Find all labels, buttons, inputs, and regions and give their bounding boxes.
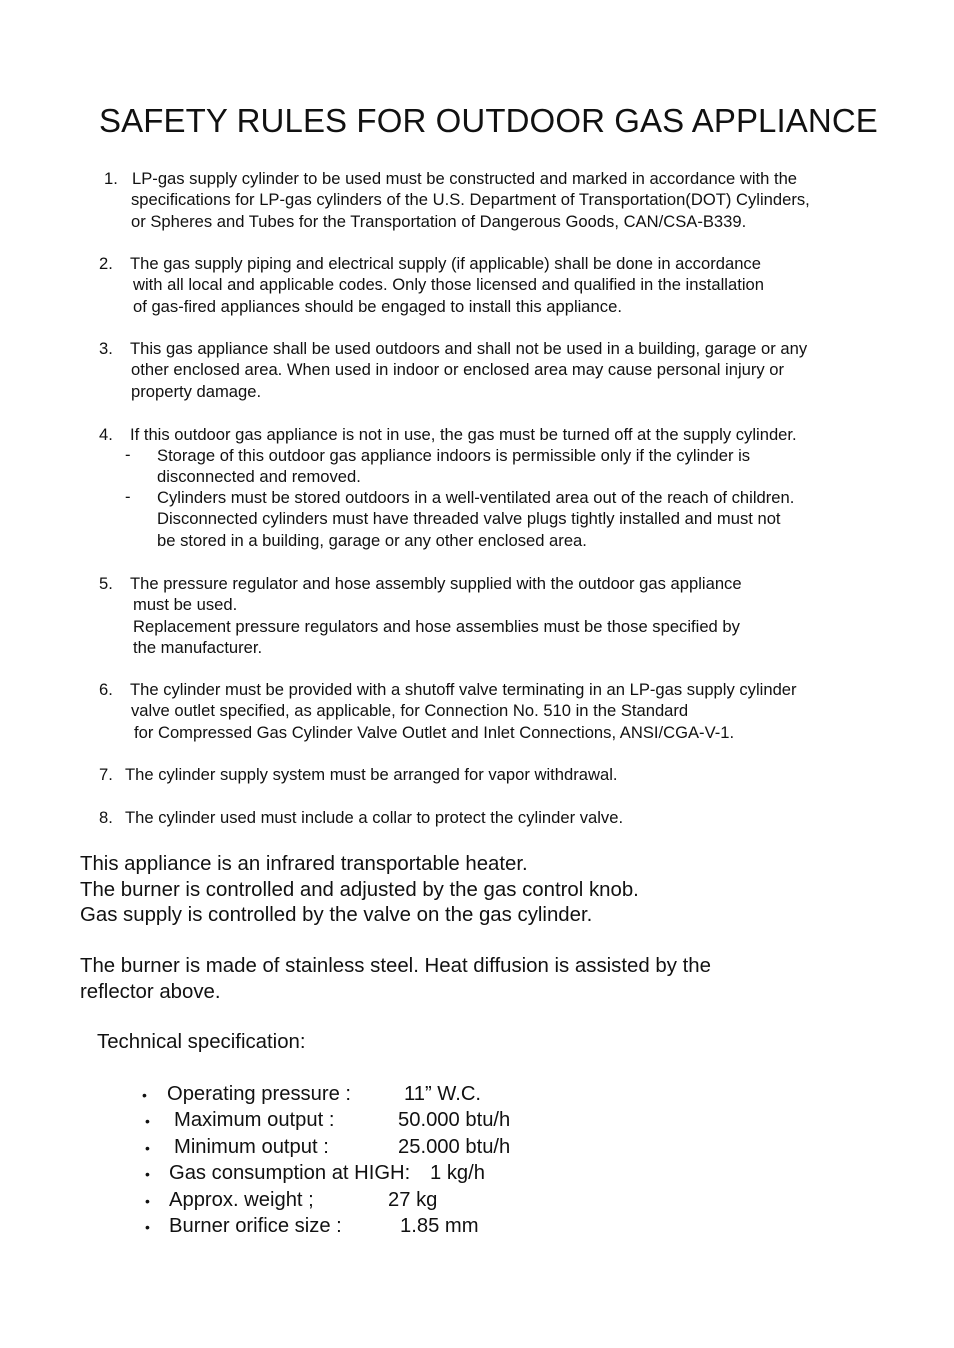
- sub-item-2: [157, 487, 794, 551]
- spec-value: 11” W.C.: [404, 1083, 482, 1105]
- rule-item-1: [104, 168, 810, 232]
- rule-item-8: [99, 807, 623, 828]
- rule-item-7: [99, 764, 618, 785]
- spec-value: 1.85 mm: [400, 1215, 479, 1237]
- rule-item-6: [99, 679, 797, 743]
- rule-number: 4.: [99, 425, 113, 444]
- rule-text-line: the manufacturer.: [133, 638, 263, 658]
- description-line: Gas supply is controlled by the valve on the gas cylinder.: [80, 904, 593, 927]
- spec-label: Operating pressure :: [167, 1083, 352, 1105]
- rule-text-line: or Spheres and Tubes for the Transportation of Dangerous Goods, CAN/CSA-B339.: [131, 211, 747, 231]
- rule-text-line: LP-gas supply cylinder to be used must be constructed and marked in accordance with the: [132, 169, 798, 188]
- rule-text-line: with all local and applicable codes. Only those licensed and qualified in the installation: [133, 275, 764, 295]
- sub-item-text-line: Storage of this outdoor gas appliance indoors is permissible only if the cylinder is: [157, 446, 751, 465]
- rule-text-line: This gas appliance shall be used outdoors and shall not be used in a building, garage or any: [130, 339, 808, 358]
- sub-item-marker: -: [125, 445, 131, 464]
- rule-number: 1.: [104, 169, 118, 188]
- rule-item-2: [99, 253, 764, 317]
- rule-number: 2.: [99, 254, 113, 273]
- rule-text-line: Replacement pressure regulators and hose assemblies must be those specified by: [133, 616, 740, 636]
- spec-label: Burner orifice size :: [169, 1215, 342, 1237]
- spec-label: Approx. weight ;: [169, 1189, 314, 1211]
- sub-item-text-line: be stored in a building, garage or any other enclosed area.: [157, 530, 587, 550]
- description-paragraph: [80, 852, 639, 929]
- rule-text-line: The cylinder supply system must be arranged for vapor withdrawal.: [125, 765, 618, 784]
- burner-note-line: reflector above.: [80, 980, 221, 1003]
- rule-text-line: other enclosed area. When used in indoor or enclosed area may cause personal injury or: [131, 360, 785, 380]
- spec-value: 27 kg: [388, 1189, 438, 1211]
- description-line: The burner is controlled and adjusted by the gas control knob.: [80, 878, 639, 901]
- rule-text-line: The gas supply piping and electrical supply (if applicable) shall be done in accordance: [130, 254, 761, 273]
- spec-label: Gas consumption at HIGH:: [169, 1162, 411, 1184]
- rule-text-line: property damage.: [131, 381, 262, 401]
- rule-number: 6.: [99, 680, 113, 699]
- sub-item-text-line: disconnected and removed.: [157, 467, 361, 487]
- sub-item-text-line: Disconnected cylinders must have threaded valve plugs tightly installed and must not: [157, 509, 781, 529]
- spec-label: Minimum output :: [174, 1136, 329, 1158]
- spec-heading: Technical specification:: [97, 1031, 306, 1053]
- bullet-icon: •: [142, 1087, 147, 1103]
- rule-item-5: [99, 573, 742, 659]
- sub-item-marker: -: [125, 487, 131, 506]
- burner-note-line: The burner is made of stainless steel. Heat diffusion is assisted by the: [80, 955, 711, 977]
- rule-text-line: valve outlet specified, as applicable, for Connection No. 510 in the Standard: [131, 701, 689, 721]
- sub-item-text-line: Cylinders must be stored outdoors in a well-ventilated area out of the reach of children.: [157, 488, 795, 507]
- rule-number: 8.: [99, 808, 113, 827]
- rule-text-line: The cylinder must be provided with a shutoff valve terminating in an LP-gas supply cylinder: [130, 680, 797, 699]
- spec-value: 1 kg/h: [430, 1162, 485, 1184]
- rule-text-line: specifications for LP-gas cylinders of the U.S. Department of Transportation(DOT) Cylinders,: [131, 190, 810, 210]
- rule-text-line: for Compressed Gas Cylinder Valve Outlet and Inlet Connections, ANSI/CGA-V-1.: [134, 722, 735, 742]
- sub-item-1: [157, 445, 750, 488]
- spec-value: 25.000 btu/h: [398, 1136, 511, 1158]
- page-title: SAFETY RULES FOR OUTDOOR GAS APPLIANCE: [99, 102, 878, 139]
- spec-label: Maximum output :: [174, 1109, 335, 1131]
- rule-number: 3.: [99, 339, 113, 358]
- spec-value: 50.000 btu/h: [398, 1109, 511, 1131]
- rule-text-line: The pressure regulator and hose assembly supplied with the outdoor gas appliance: [130, 574, 742, 593]
- bullet-icon: •: [145, 1193, 150, 1209]
- rule-item-3: [99, 338, 807, 402]
- rule-number: 5.: [99, 574, 113, 593]
- rule-text-line: of gas-fired appliances should be engaged to install this appliance.: [133, 296, 622, 316]
- description-line: This appliance is an infrared transportable heater.: [80, 853, 528, 875]
- bullet-icon: •: [145, 1113, 150, 1129]
- rule-item-4: [99, 424, 797, 445]
- rule-text-line: The cylinder used must include a collar to protect the cylinder valve.: [125, 808, 624, 827]
- rule-number: 7.: [99, 765, 113, 784]
- bullet-icon: •: [145, 1219, 150, 1235]
- rule-text-line: must be used.: [133, 595, 238, 615]
- burner-note-paragraph: [80, 954, 711, 1005]
- bullet-icon: •: [145, 1140, 150, 1156]
- rule-text-line: If this outdoor gas appliance is not in use, the gas must be turned off at the supply cylinder.: [130, 425, 797, 444]
- bullet-icon: •: [145, 1166, 150, 1182]
